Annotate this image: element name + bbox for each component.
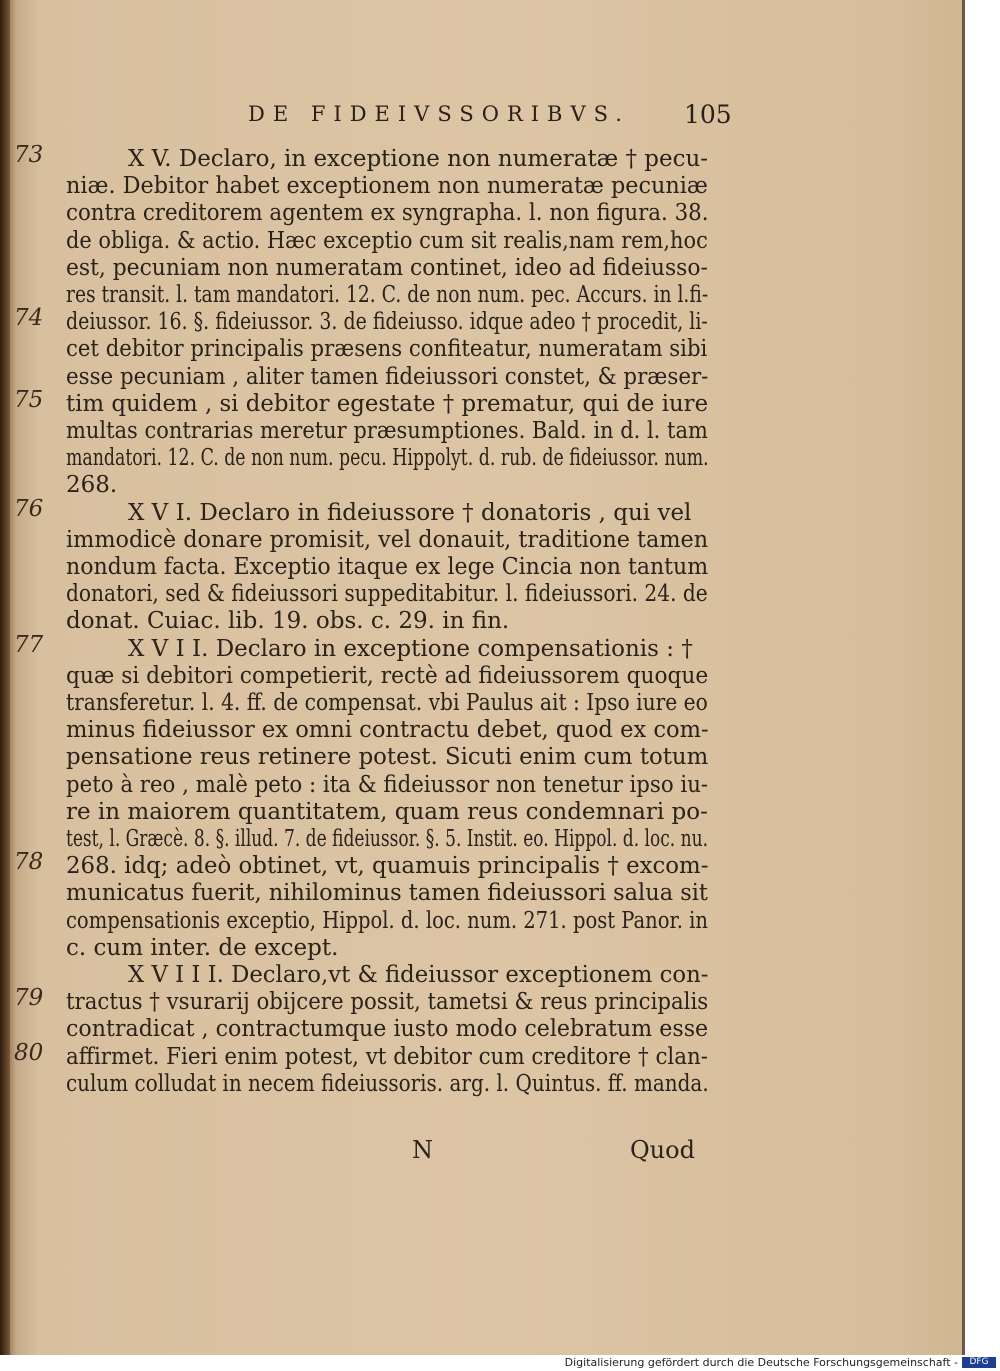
text-line <box>0 849 965 883</box>
line-text: est, pecuniam non numeratam continet, ideo ad fideiusso- <box>66 254 708 281</box>
text-line <box>0 608 965 638</box>
running-head: DE FIDEIVSSORIBVS. <box>248 102 630 126</box>
text-line <box>0 418 965 448</box>
text-line <box>0 772 965 802</box>
margin-number: 74 <box>14 305 44 332</box>
text-line <box>0 336 965 366</box>
text-line <box>0 364 965 394</box>
line-text: minus fideiussor ex omni contractu debet, quod ex com- <box>66 717 709 744</box>
line-text: X V I I. Declaro in exceptione compensationis : † <box>128 635 693 662</box>
catch-line <box>0 1136 965 1168</box>
line-text: res transit. l. tam mandatori. 12. C. de non num. pec. Accurs. in l.fi- <box>66 282 709 308</box>
line-text: donatori, sed & fideiussori suppeditabitur. l. fideiussori. 24. de <box>66 581 708 608</box>
line-text: transferetur. l. 4. ff. de compensat. vbi Paulus ait : Ipso iure eo <box>66 690 708 716</box>
line-text: re in maiorem quantitatem, quam reus condemnari po- <box>66 798 708 825</box>
text-line <box>0 142 965 176</box>
text-line <box>0 1039 965 1074</box>
margin-number: 80 <box>14 1039 44 1066</box>
text-line <box>0 935 965 965</box>
line-text: nondum facta. Exceptio itaque ex lege Cincia non tantum <box>66 554 709 580</box>
line-text: test, l. Græcè. 8. §. illud. 7. de fideiussor. §. 5. Instit. eo. Hippol. d. loc. nu. <box>66 826 708 852</box>
signature-mark: N <box>412 1136 433 1164</box>
text-line <box>0 228 965 258</box>
line-text: municatus fuerit, nihilominus tamen fideiussori salua sit <box>66 880 708 907</box>
text-line <box>0 173 965 203</box>
line-text: donat. Cuiac. lib. 19. obs. c. 29. in fin. <box>66 608 510 635</box>
line-text: cet debitor principalis præsens confiteatur, numeratam sibi <box>66 336 708 363</box>
line-text: compensationis exceptio, Hippol. d. loc. num. 271. post Panor. in <box>66 907 708 934</box>
page-header <box>0 102 965 132</box>
text-line <box>0 908 965 938</box>
text-line <box>0 581 965 611</box>
text-line <box>0 255 965 285</box>
text-line <box>0 663 965 693</box>
line-text: tractus † vsurarij obijcere possit, tametsi & reus principalis <box>66 989 709 1016</box>
text-line <box>0 744 965 774</box>
text-line <box>0 631 965 666</box>
line-text: affirmet. Fieri enim potest, vt debitor cum creditore † clan- <box>66 1043 709 1070</box>
dfg-logo: DFG <box>962 1357 996 1368</box>
line-text: peto à reo , malè peto : ita & fideiussor non tenetur ipso iu- <box>66 771 709 798</box>
text-line <box>0 880 965 910</box>
text-line <box>0 799 965 829</box>
line-text: c. cum inter. de except. <box>66 934 339 961</box>
footer-credit: Digitalisierung gefördert durch die Deutsche Forschungsgemeinschaft - <box>564 1356 958 1369</box>
line-text: X V I. Declaro in fideiussore † donatoris , qui vel <box>128 499 692 526</box>
line-text: immodicè donare promisit, vel donauit, traditione tamen <box>66 526 709 553</box>
text-line <box>0 554 965 584</box>
line-text: esse pecuniam , aliter tamen fideiussori constet, & præser- <box>66 363 709 390</box>
line-text: contradicat , contractumque iusto modo celebratum esse <box>66 1016 709 1043</box>
margin-number: 73 <box>14 142 44 168</box>
line-text: contra creditorem agentem ex syngrapha. l. non figura. 38. <box>66 200 709 227</box>
line-text: 268. idq; adeò obtinet, vt, quamuis principalis † excom- <box>66 853 709 880</box>
line-text: de obliga. & actio. Hæc exceptio cum sit realis,nam rem,hoc <box>66 227 708 254</box>
text-line <box>0 1016 965 1046</box>
line-text: multas contrarias meretur præsumptiones. Bald. in d. l. tam <box>66 418 708 444</box>
margin-number: 75 <box>14 386 44 413</box>
text-line <box>0 200 965 230</box>
text-line <box>0 985 965 1019</box>
text-line <box>0 1071 965 1101</box>
margin-number: 79 <box>14 985 44 1012</box>
line-text: mandatori. 12. C. de non num. pecu. Hippolyt. d. rub. de fideiussor. num. <box>66 445 709 472</box>
line-text: pensatione reus retinere potest. Sicuti enim cum totum <box>66 744 709 771</box>
text-line <box>0 717 965 747</box>
digitization-footer <box>0 1355 1000 1371</box>
page-number: 105 <box>684 100 732 129</box>
text-line <box>0 495 965 530</box>
text-line <box>0 445 965 475</box>
text-line <box>0 472 965 502</box>
text-line <box>0 305 965 339</box>
text-line <box>0 282 965 312</box>
line-text: niæ. Debitor habet exceptionem non numeratæ pecuniæ <box>66 173 708 200</box>
line-text: X V. Declaro, in exceptione non numeratæ † pecu- <box>128 146 708 172</box>
text-line <box>0 690 965 720</box>
line-text: tim quidem , si debitor egestate † prematur, qui de iure <box>66 390 709 417</box>
line-text: culum colludat in necem fideiussoris. arg. l. Quintus. ff. manda. <box>66 1070 709 1097</box>
line-text: quæ si debitori competierit, rectè ad fideiussorem quoque <box>66 662 709 689</box>
margin-number: 78 <box>14 849 44 876</box>
catchword: Quod <box>630 1136 695 1164</box>
text-line <box>0 826 965 856</box>
line-text: 268. <box>66 472 118 499</box>
line-text: X V I I I. Declaro,vt & fideiussor exceptionem con- <box>128 962 709 988</box>
margin-number: 76 <box>14 495 44 522</box>
text-line <box>0 386 965 421</box>
line-text: deiussor. 16. §. fideiussor. 3. de fideiusso. idque adeo † procedit, li- <box>66 309 708 336</box>
text-line <box>0 527 965 557</box>
margin-number: 77 <box>14 631 44 658</box>
text-line <box>0 962 965 992</box>
